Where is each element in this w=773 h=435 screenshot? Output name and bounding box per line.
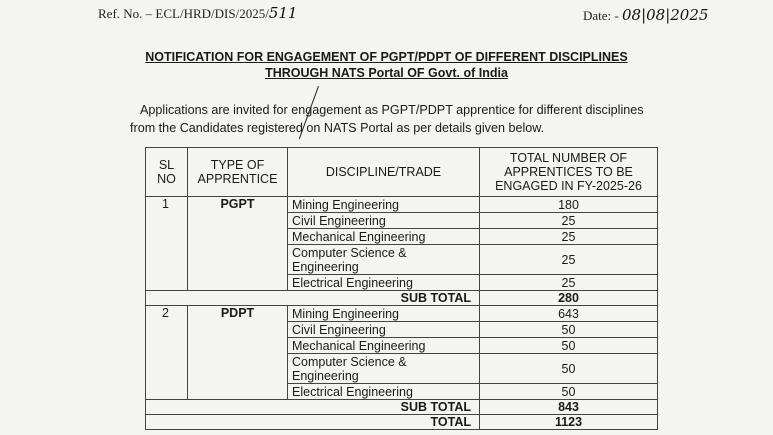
- discipline-cell: Civil Engineering: [288, 322, 480, 338]
- intro-paragraph: Applications are invited for engagement as PGPT/PDPT apprentice for different disciplines from the Candidates registered on NATS Portal as per details given below.: [130, 103, 644, 135]
- count-cell: 180: [480, 197, 658, 213]
- discipline-cell: Mining Engineering: [288, 306, 480, 322]
- subtotal-value: 280: [480, 291, 658, 306]
- subtotal-label: SUB TOTAL: [146, 291, 480, 306]
- subtotal-label: SUB TOTAL: [146, 400, 480, 415]
- count-cell: 50: [480, 338, 658, 354]
- total-label: TOTAL: [146, 415, 480, 430]
- discipline-cell: Mining Engineering: [288, 197, 480, 213]
- discipline-cell: Mechanical Engineering: [288, 338, 480, 354]
- reference-number: [98, 4, 297, 22]
- date-line: [583, 6, 708, 24]
- table-header-row: [146, 148, 658, 197]
- subtotal-value: 843: [480, 400, 658, 415]
- notification-title-line-1: NOTIFICATION FOR ENGAGEMENT OF PGPT/PDPT OF DIFFERENT DISCIPLINES: [145, 50, 628, 64]
- ref-handwritten-number: 511: [268, 4, 298, 22]
- discipline-cell: Electrical Engineering: [288, 384, 480, 400]
- discipline-cell: Civil Engineering: [288, 213, 480, 229]
- count-cell: 25: [480, 245, 658, 275]
- group-type: PDPT: [188, 306, 288, 400]
- discipline-cell: Computer Science & Engineering: [288, 245, 480, 275]
- table-row: [146, 306, 658, 322]
- discipline-cell: Mechanical Engineering: [288, 229, 480, 245]
- group-type: PGPT: [188, 197, 288, 291]
- count-cell: 50: [480, 354, 658, 384]
- discipline-cell: Computer Science & Engineering: [288, 354, 480, 384]
- count-cell: 50: [480, 384, 658, 400]
- col-header-total: TOTAL NUMBER OF APPRENTICES TO BE ENGAGED IN FY-2025-26: [480, 148, 658, 197]
- subtotal-row: [146, 400, 658, 415]
- group-sl: 2: [146, 306, 188, 400]
- count-cell: 25: [480, 229, 658, 245]
- count-cell: 25: [480, 275, 658, 291]
- col-header-type: TYPE OF APPRENTICE: [188, 148, 288, 197]
- col-header-sl: SL NO: [146, 148, 188, 197]
- count-cell: 643: [480, 306, 658, 322]
- count-cell: 25: [480, 213, 658, 229]
- date-handwritten-value: 08|08|2025: [621, 6, 709, 24]
- subtotal-row: [146, 291, 658, 306]
- notification-title-line-2: THROUGH NATS Portal OF Govt. of India: [265, 66, 508, 80]
- count-cell: 50: [480, 322, 658, 338]
- date-label: Date: -: [583, 8, 622, 23]
- ref-prefix: Ref. No. – ECL/HRD/DIS/2025/: [98, 6, 269, 21]
- apprentice-table: [145, 147, 658, 430]
- table-row: [146, 197, 658, 213]
- total-row: [146, 415, 658, 430]
- discipline-cell: Electrical Engineering: [288, 275, 480, 291]
- group-sl: 1: [146, 197, 188, 291]
- col-header-discipline: DISCIPLINE/TRADE: [288, 148, 480, 197]
- total-value: 1123: [480, 415, 658, 430]
